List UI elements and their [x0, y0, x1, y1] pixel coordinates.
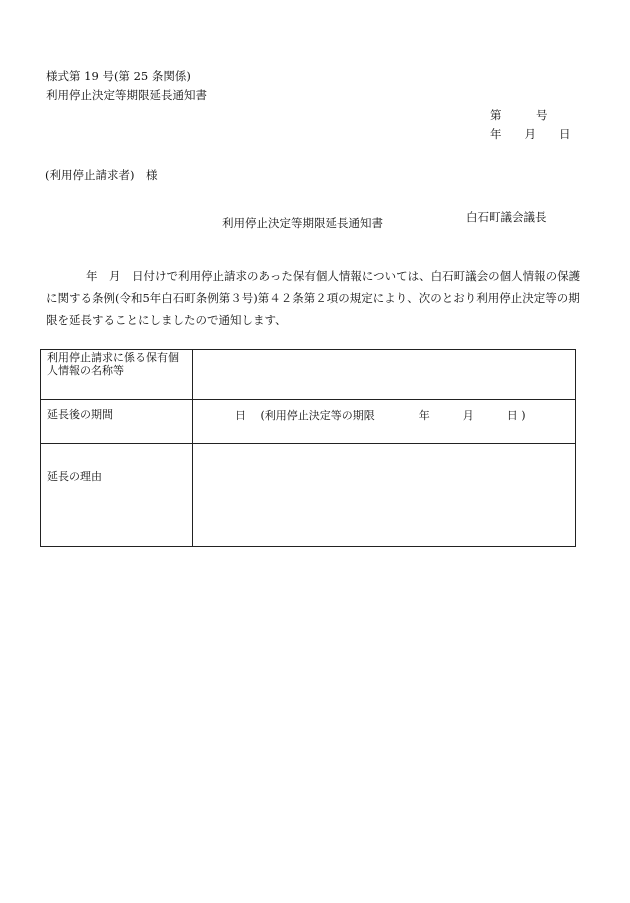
extended-period-value-cell: [193, 400, 576, 444]
addressee: (利用停止請求者) 様: [45, 168, 158, 182]
document-title: 利用停止決定等期限延長通知書: [222, 216, 383, 230]
extended-period-label-cell: [41, 400, 193, 444]
extension-reason-label-cell: [41, 444, 193, 547]
issuer-name: 白石町議会議長: [466, 210, 547, 224]
document-date-field: 年 月 日: [490, 127, 571, 141]
document-number-field: 第 号: [490, 108, 548, 122]
extended-period-value: 日 (利用停止決定等の期限 年 月 日 ): [235, 409, 526, 422]
info-name-value-cell: [193, 350, 576, 400]
body-paragraph: 年 月 日付けで利用停止請求のあった保有個人情報については、白石町議会の個人情報の保護に関する条例(令和5年白石町条例第３号)第４２条第２項の規定により、次のとおり利用停止決定等の期限を延長することにしましたので通知します、: [46, 269, 581, 327]
document-subtitle: 利用停止決定等期限延長通知書: [46, 88, 207, 102]
info-name-label-cell: [41, 350, 193, 400]
extension-reason-label: 延長の理由: [47, 470, 102, 483]
form-number: 様式第 19 号(第 25 条関係): [46, 69, 191, 83]
extended-period-label: 延長後の期間: [47, 408, 113, 421]
info-name-label: 利用停止請求に係る保有個人情報の名称等: [47, 351, 179, 377]
table-row: [41, 400, 576, 444]
extension-info-table: [40, 349, 576, 547]
table-row: [41, 350, 576, 400]
extension-reason-value-cell: [193, 444, 576, 547]
table-row: [41, 444, 576, 547]
